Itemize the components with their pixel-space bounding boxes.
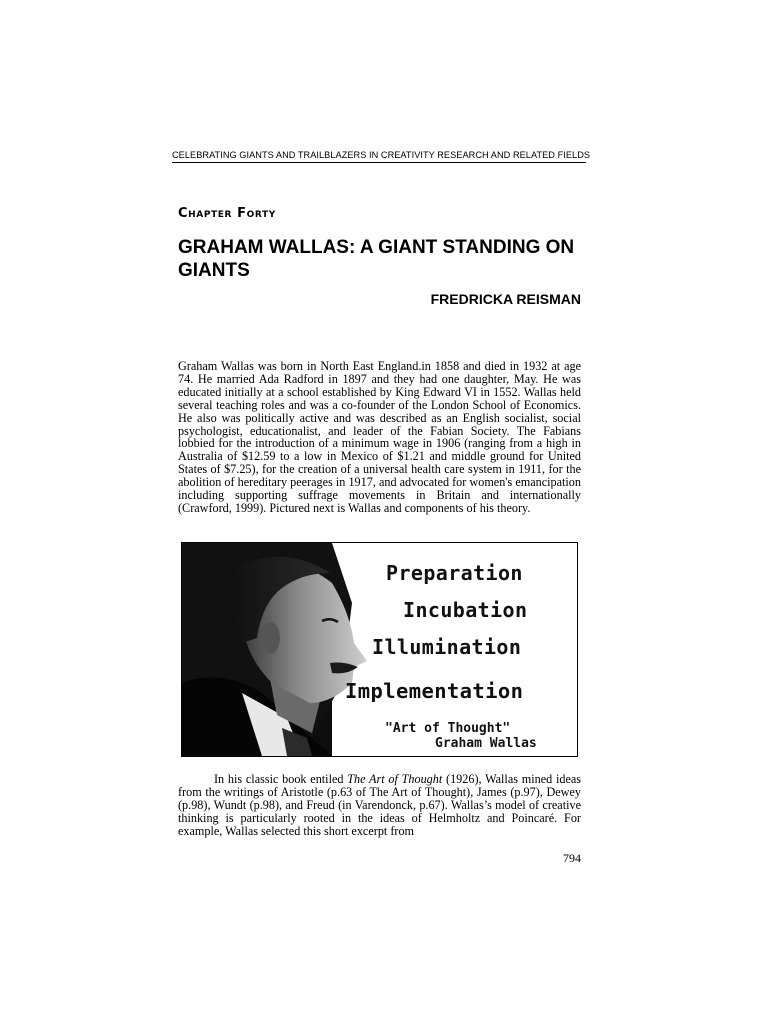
figure-caption-title: "Art of Thought" [385, 721, 511, 736]
paragraph-intro: Graham Wallas was born in North East England.in 1858 and died in 1932 at age 74. He married Ada Radford in 1897 and they had one daughter, May. He was educated initially at a school established by King Edward VI in 1552. Wallas held several teaching roles and was a co-founder of the London School of Economics. He also was politically active and was described as an English socialist, social psychologist, educationalist, and leader of the Fabian Society. The Fabians lobbied for the introduction of a minimum wage in 1906 (ranging from a high in Australia of $12.59 to a low in Mexico of $1.21 and middle ground for United States of $7.25), for the creation of a universal health care system in 1911, for the abolition of hereditary peerages in 1917, and advocated for women's emancipation including supporting suffrage movements in Britain and internationally (Crawford, 1999). Pictured next is Wallas and components of his theory. [178, 359, 581, 515]
chapter-title: GRAHAM WALLAS: A GIANT STANDING ON GIANTS [178, 237, 575, 281]
paragraph-art-of-thought [178, 773, 581, 838]
stage-illumination: Illumination [372, 635, 522, 659]
running-head: CELEBRATING GIANTS AND TRAILBLAZERS IN CREATIVITY RESEARCH AND RELATED FIELDS [172, 150, 586, 163]
stage-incubation: Incubation [403, 598, 528, 622]
stage-preparation: Preparation [386, 561, 523, 585]
wallas-figure [181, 542, 578, 757]
page-number: 794 [563, 851, 581, 865]
stage-implementation: Implementation [345, 679, 524, 703]
figure-caption-name: Graham Wallas [435, 736, 537, 751]
book-title: The Art of Thought [347, 772, 443, 786]
author-name: FREDRICKA REISMAN [430, 291, 581, 307]
chapter-label: Chapter Forty [178, 206, 276, 221]
paragraph-text-end: (1926), Wallas mined ideas from the writings of Aristotle (p.63 of The Art of Thought), James (p.97), Dewey (p.98), Wundt (p.98), and Freud (in Varendonck, p.67). Wallas’s model of creative thinking is particularly rooted in the ideas of Helmholtz and Poincaré. For example, Wallas selected this short excerpt from [178, 772, 582, 838]
paragraph-text-start: In his classic book entiled [214, 772, 348, 786]
